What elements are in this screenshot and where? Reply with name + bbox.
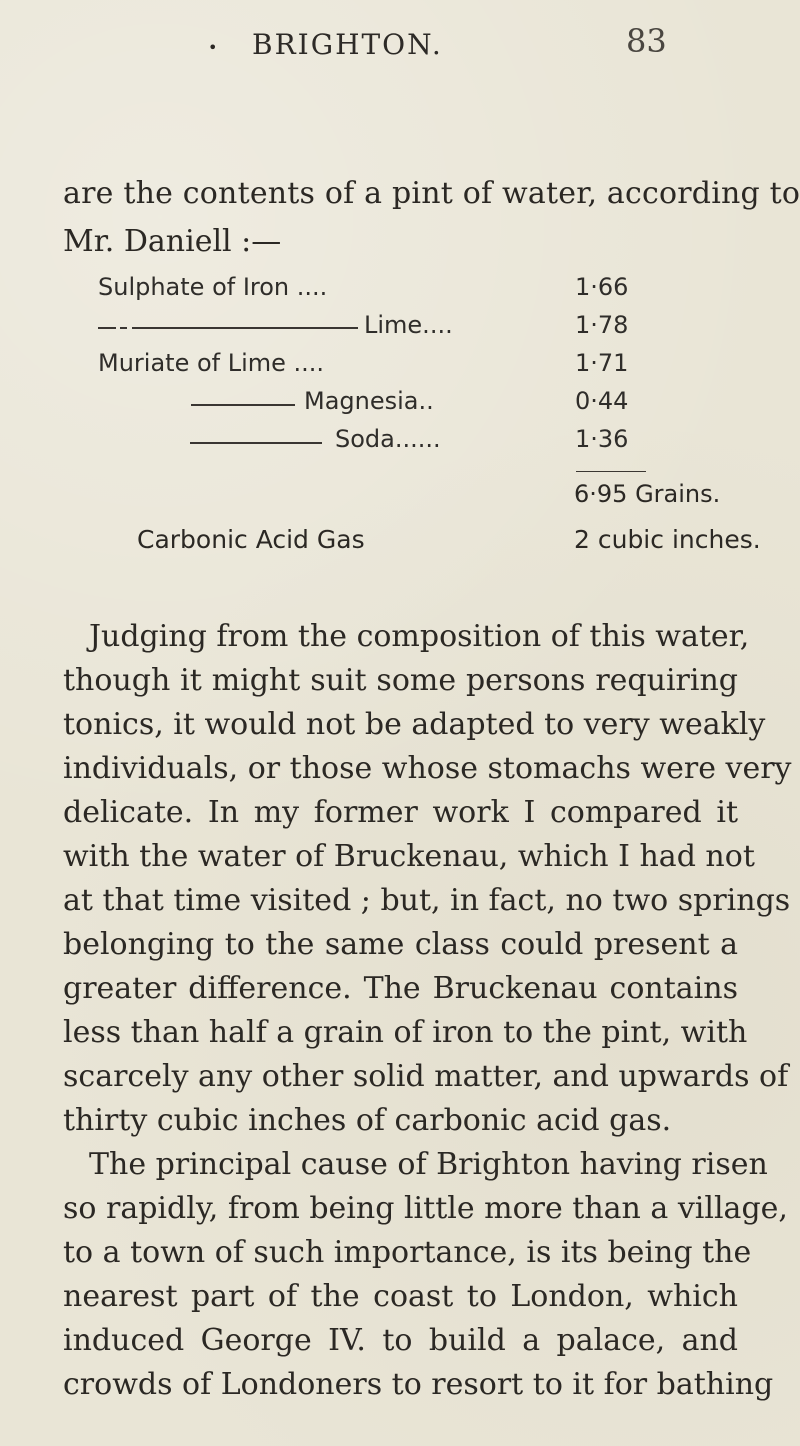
body-line: less than half a grain of iron to the pint, with	[63, 1015, 748, 1050]
gas-value: 2 cubic inches.	[574, 525, 761, 554]
body-line: The principal cause of Brighton having risen	[89, 1147, 768, 1182]
body-line: tonics, it would not be adapted to very weakly	[63, 707, 766, 742]
total-grains: 6·95 Grains.	[574, 480, 721, 508]
body-line: nearest part of the coast to London, which	[63, 1279, 738, 1314]
analysis-row	[0, 311, 800, 345]
intro-line-1: are the contents of a pint of water, according to	[63, 176, 800, 211]
ditto-dash	[98, 327, 116, 329]
analysis-label: Soda......	[335, 425, 441, 453]
analysis-value: 0·44	[575, 387, 629, 415]
analysis-value: 1·36	[575, 425, 629, 453]
running-head: BRIGHTON.	[252, 28, 443, 61]
analysis-label: Sulphate of Iron ....	[98, 273, 328, 301]
body-line: thirty cubic inches of carbonic acid gas.	[63, 1103, 672, 1138]
analysis-value: 1·66	[575, 273, 629, 301]
body-line: individuals, or those whose stomachs were very	[63, 751, 792, 786]
body-line: crowds of Londoners to resort to it for bathing	[63, 1367, 774, 1402]
body-line: greater difference. The Bruckenau contains	[63, 971, 738, 1006]
gas-label: Carbonic Acid Gas	[137, 525, 365, 554]
body-line: scarcely any other solid matter, and upwards of	[63, 1059, 789, 1094]
analysis-label: Lime....	[364, 311, 453, 339]
ditto-dash	[120, 327, 127, 329]
intro-line-2: Mr. Daniell :—	[63, 224, 282, 259]
sum-rule	[576, 471, 646, 472]
body-line: so rapidly, from being little more than a village,	[63, 1191, 788, 1226]
analysis-label: Magnesia..	[304, 387, 434, 415]
body-line: though it might suit some persons requiring	[63, 663, 738, 698]
analysis-row	[0, 387, 800, 421]
body-line: to a town of such importance, is its being the	[63, 1235, 752, 1270]
analysis-row	[0, 425, 800, 459]
page-number: 83	[626, 22, 667, 60]
ditto-dash	[132, 327, 358, 329]
body-line: delicate. In my former work I compared it	[63, 795, 738, 830]
body-line: Judging from the composition of this water,	[89, 619, 750, 654]
header-mark: •	[208, 38, 218, 57]
ditto-dash	[191, 404, 295, 406]
analysis-value: 1·78	[575, 311, 629, 339]
analysis-row	[0, 349, 800, 383]
ditto-dash	[190, 442, 322, 444]
body-line: at that time visited ; but, in fact, no two springs	[63, 883, 791, 918]
analysis-row	[0, 273, 800, 307]
body-line: with the water of Bruckenau, which I had not	[63, 839, 755, 874]
analysis-value: 1·71	[575, 349, 629, 377]
body-line: induced George IV. to build a palace, and	[63, 1323, 738, 1358]
body-line: belonging to the same class could present a	[63, 927, 738, 962]
analysis-label: Muriate of Lime ....	[98, 349, 325, 377]
